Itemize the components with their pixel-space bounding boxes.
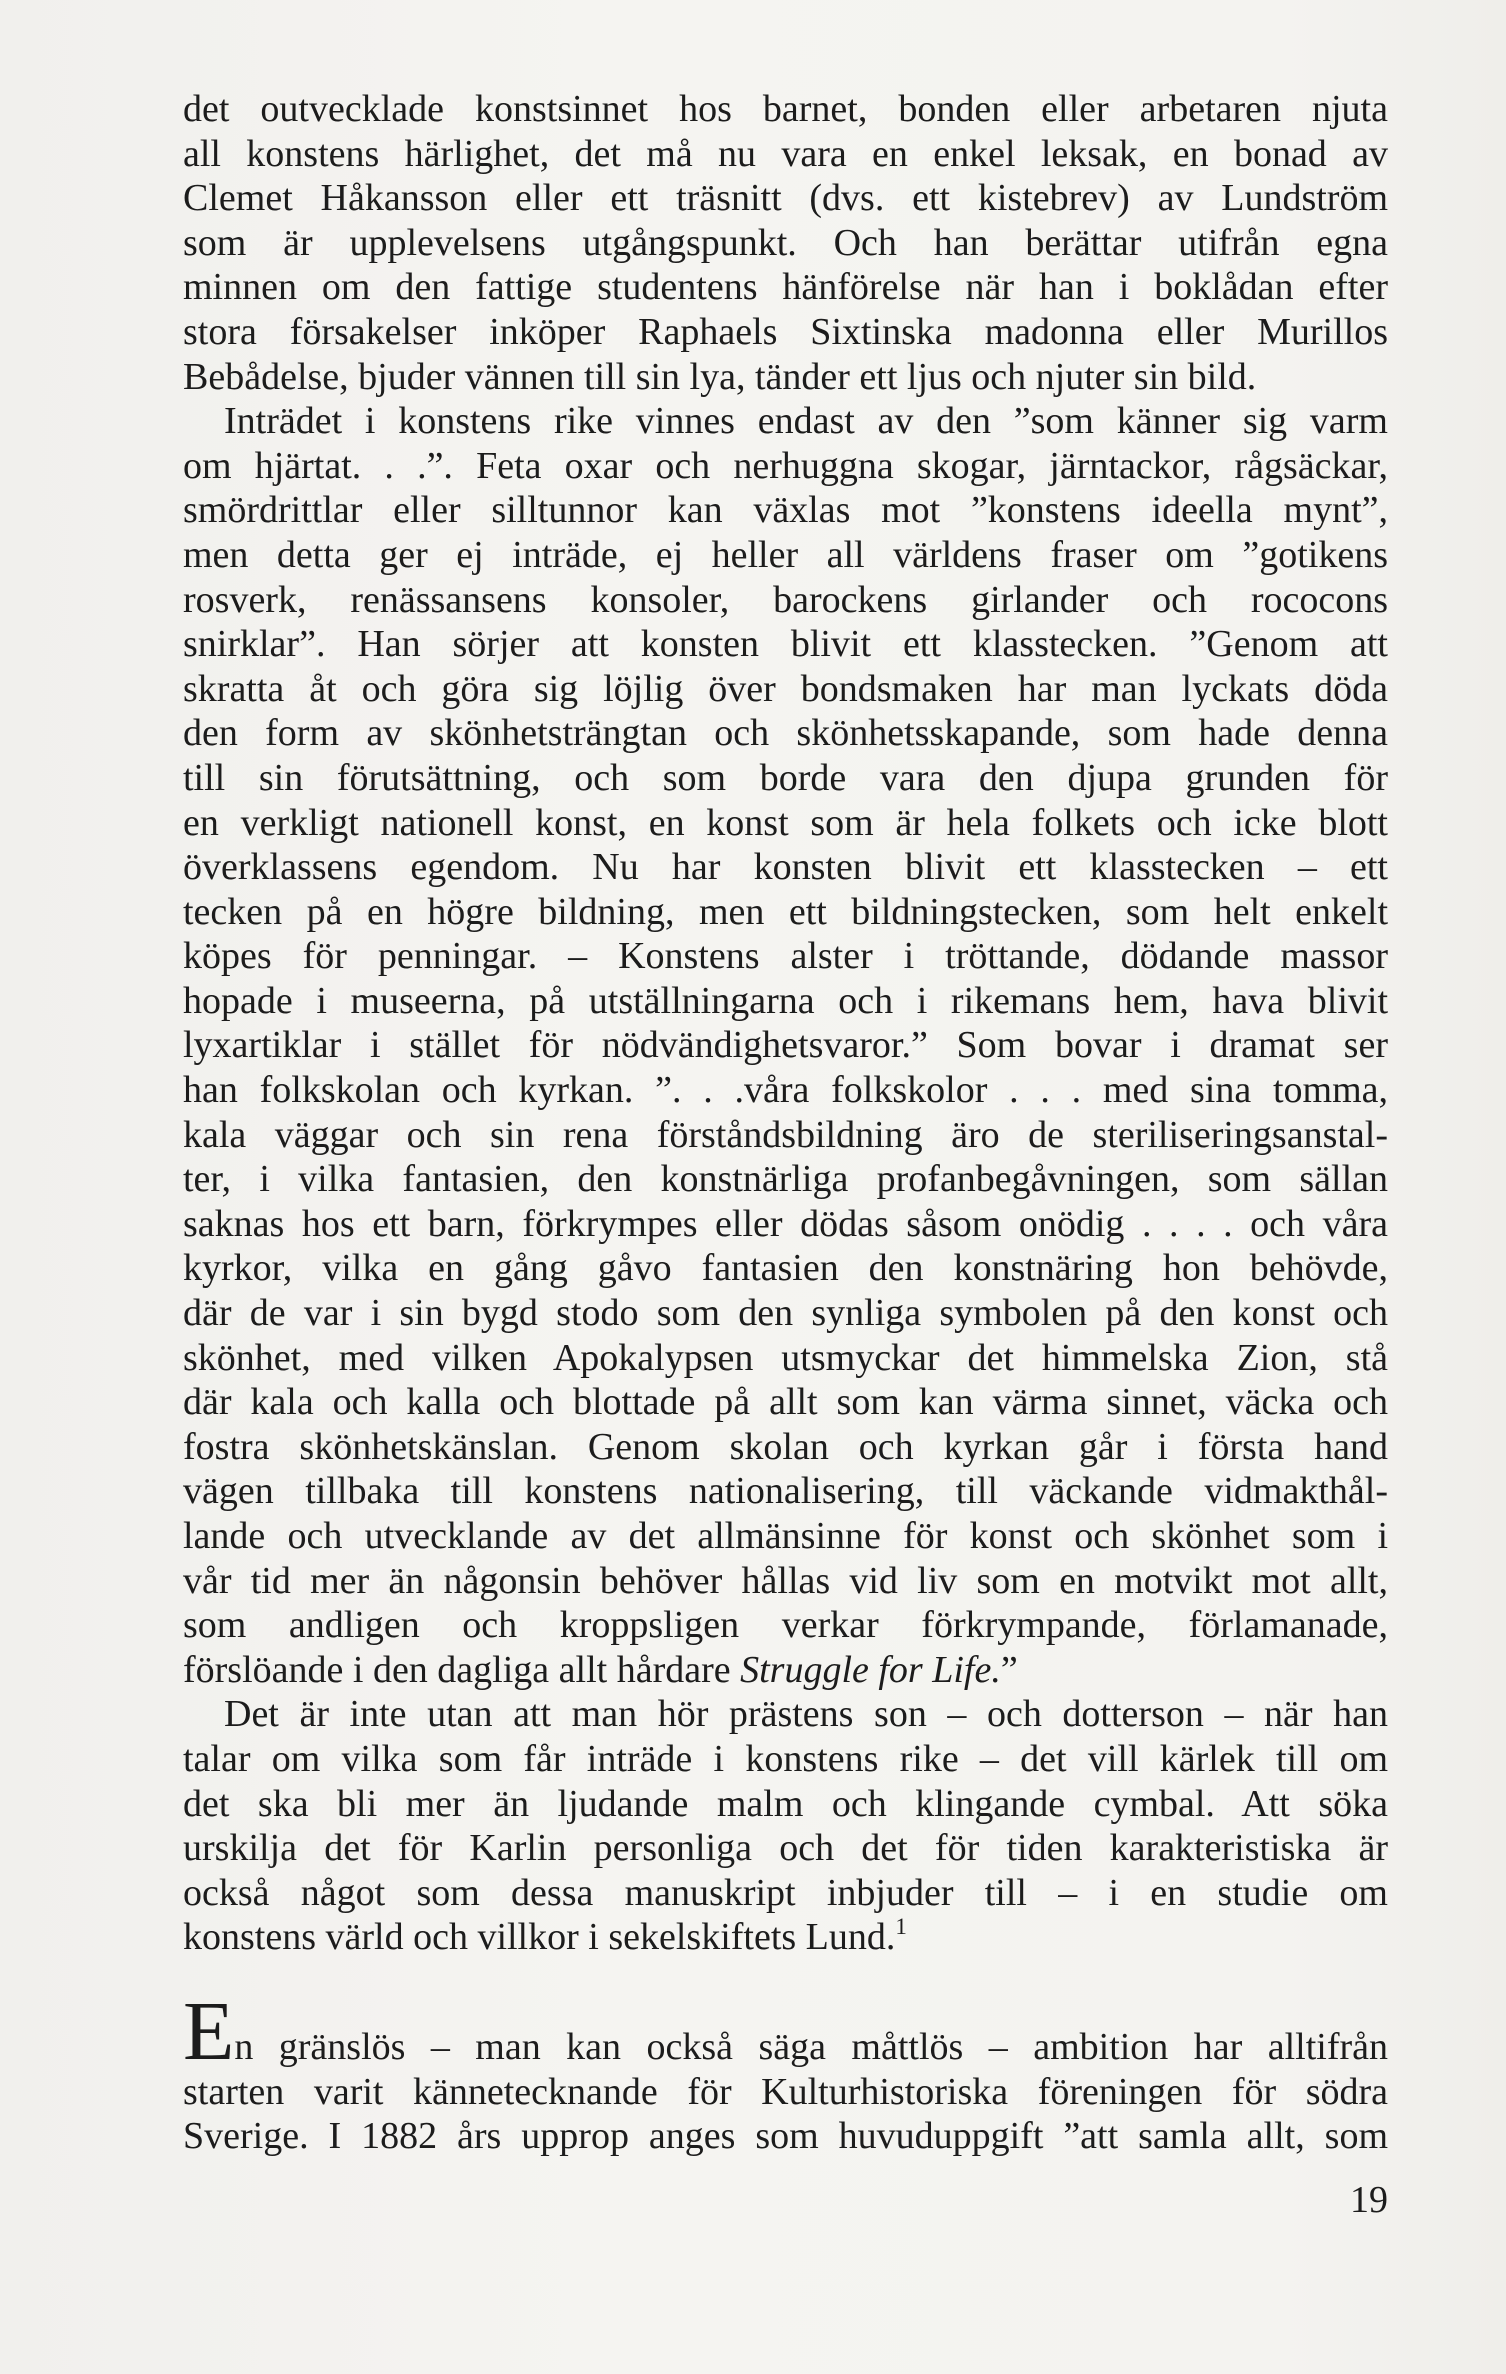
footnote-reference: 1 <box>895 1914 907 1940</box>
line-text: Det är inte utan att man hör prästens son – och dotterson – när han <box>224 1693 1388 1736</box>
line-text: lande och utvecklande av det allmänsinne för konst och skönhet som i <box>183 1515 1388 1557</box>
line-text: minnen om den fattige studentens hänförelse när han i boklådan efter <box>183 266 1388 309</box>
line-text: stora försakelser inköper Raphaels Sixtinska madonna eller Murillos <box>183 310 1388 353</box>
line-text: skratta åt och göra sig löjlig över bondsmaken har man lyckats döda <box>183 667 1388 710</box>
line-text: det ska bli mer än ljudande malm och klingande cymbal. Att söka <box>183 1782 1388 1825</box>
text-line <box>183 1202 1388 1247</box>
line-text: tecken på en högre bildning, men ett bildningstecken, som helt enkelt <box>183 890 1388 933</box>
line-text: en verkligt nationell konst, en konst som är hela folkets och icke blott <box>183 801 1388 844</box>
line-text: Sverige. I 1882 års upprop anges som huvuduppgift ”att samla allt, som <box>183 2115 1388 2158</box>
line-text: om hjärtat. . .”. Feta oxar och nerhuggna skogar, järntackor, rågsäckar, <box>183 444 1388 487</box>
line-text <box>183 1916 907 1958</box>
text-line <box>183 1559 1388 1604</box>
text-line <box>183 355 1388 400</box>
text-section <box>183 87 1388 1960</box>
line-text: kyrkor, vilka en gång gåvo fantasien den konstnäring hon behövde, <box>183 1247 1388 1290</box>
text-line <box>183 1336 1388 1381</box>
line-text: överklassens egendom. Nu har konsten blivit ett klasstecken – ett <box>183 846 1388 889</box>
line-text: Clemet Håkansson eller ett träsnitt (dvs. ett kistebrev) av Lundström <box>183 177 1388 220</box>
paragraph <box>183 1692 1388 1960</box>
line-text: lyxartiklar i stället för nödvändighetsvaror.” Som bovar i dramat ser <box>183 1024 1388 1067</box>
text-line <box>183 934 1388 979</box>
line-text: hopade i museerna, på utställningarna och i rikemans hem, hava blivit <box>183 979 1388 1022</box>
line-text: som är upplevelsens utgångspunkt. Och han berättar utifrån egna <box>183 221 1388 264</box>
line-text: urskilja det för Karlin personliga och det för tiden karakteristiska är <box>183 1827 1388 1870</box>
initial-letter: E <box>183 1984 235 2078</box>
text-section <box>183 1984 1388 2159</box>
text-line <box>183 176 1388 221</box>
text-line <box>183 1737 1388 1782</box>
line-text: talar om vilka som får inträde i konstens rike – det vill kärlek till om <box>183 1737 1388 1780</box>
text-line <box>183 622 1388 667</box>
text-line <box>183 711 1388 756</box>
text-line <box>183 87 1388 132</box>
line-text: kala väggar och sin rena förståndsbildning äro de steriliseringsanstal- <box>183 1113 1388 1156</box>
line-text: ter, i vilka fantasien, den konstnärliga profanbegåvningen, som sällan <box>183 1158 1388 1201</box>
text-line <box>183 1157 1388 1202</box>
line-text: Bebådelse, bjuder vännen till sin lya, tänder ett ljus och njuter sin bild. <box>183 355 1257 398</box>
text-line <box>183 1291 1388 1336</box>
text-line <box>183 221 1388 266</box>
line-text: vägen tillbaka till konstens nationalisering, till väckande vidmakthål- <box>183 1470 1388 1513</box>
line-text: där de var i sin bygd stodo som den synliga symbolen på den konst och <box>183 1292 1388 1335</box>
line-text: men detta ger ej inträde, ej heller all världens fraser om ”gotikens <box>183 533 1388 576</box>
text-line <box>183 1514 1388 1559</box>
text-line <box>183 801 1388 846</box>
paragraph <box>183 1984 1388 2159</box>
line-text: saknas hos ett barn, förkrympes eller dödas såsom onödig . . . . och våra <box>183 1202 1388 1245</box>
text-line <box>183 756 1388 801</box>
line-text: rosverk, renässansens konsoler, barockens girlander och rococons <box>183 578 1388 621</box>
text-line <box>183 1782 1388 1827</box>
line-text: till sin förutsättning, och som borde vara den djupa grunden för <box>183 756 1388 799</box>
text-run: konstens värld och villkor i sekelskiftets Lund. <box>183 1916 896 1959</box>
line-text: all konstens härlighet, det må nu vara en enkel leksak, en bonad av <box>183 132 1388 175</box>
page-number: 19 <box>1350 2179 1388 2221</box>
text-line <box>183 1380 1388 1425</box>
text-run: ” <box>1000 1648 1018 1691</box>
text-line <box>183 444 1388 489</box>
line-text: som andligen och kroppsligen verkar förkrympande, förlamanade, <box>183 1604 1388 1647</box>
text-line <box>183 533 1388 578</box>
text-line <box>183 1469 1388 1514</box>
text-line <box>183 890 1388 935</box>
text-line <box>183 1692 1388 1737</box>
text-line <box>183 1023 1388 1068</box>
text-line <box>183 1648 1388 1693</box>
text-line <box>183 310 1388 355</box>
text-line <box>183 488 1388 533</box>
text-line <box>183 1915 1388 1960</box>
line-text: det outvecklade konstsinnet hos barnet, bonden eller arbetaren njuta <box>183 88 1388 130</box>
text-line <box>183 1603 1388 1648</box>
text-line <box>183 1246 1388 1291</box>
text-line <box>183 2114 1388 2159</box>
text-line <box>183 265 1388 310</box>
line-text: snirklar”. Han sörjer att konsten blivit ett klasstecken. ”Genom att <box>183 623 1388 666</box>
line-text: han folkskolan och kyrkan. ”. . .våra folkskolor . . . med sina tomma, <box>183 1069 1388 1112</box>
text-line <box>183 1984 1388 2078</box>
line-text: vår tid mer än någonsin behöver hållas vid liv som en motvikt mot allt, <box>183 1559 1388 1602</box>
line-text: skönhet, med vilken Apokalypsen utsmyckar det himmelska Zion, stå <box>183 1336 1388 1379</box>
paragraph <box>183 87 1388 399</box>
text-line <box>183 132 1388 177</box>
line-text <box>183 1984 1388 2078</box>
line-text: fostra skönhetskänslan. Genom skolan och kyrkan går i första hand <box>183 1425 1388 1468</box>
text-line <box>183 1871 1388 1916</box>
line-text: där kala och kalla och blottade på allt som kan värma sinnet, väcka och <box>183 1381 1388 1424</box>
text-run: n gränslös – man kan också säga måttlös – ambition har alltifrån <box>234 2025 1388 2068</box>
text-line <box>183 979 1388 1024</box>
text-run: förslöande i den dagliga allt hårdare <box>183 1648 741 1691</box>
line-text <box>183 1649 1018 1691</box>
line-text: starten varit kännetecknande för Kulturhistoriska föreningen för södra <box>183 2070 1388 2113</box>
text-line <box>183 399 1388 444</box>
body-text <box>183 87 1388 2159</box>
paragraph <box>183 399 1388 1692</box>
line-text: smördrittlar eller silltunnor kan växlas mot ”konstens ideella mynt”, <box>183 489 1388 532</box>
text-line <box>183 578 1388 623</box>
text-line <box>183 1068 1388 1113</box>
text-line <box>183 1113 1388 1158</box>
italic-text: Struggle for Life. <box>740 1648 1001 1691</box>
text-line <box>183 845 1388 890</box>
line-text: köpes för penningar. – Konstens alster i tröttande, dödande massor <box>183 935 1388 978</box>
line-text: också något som dessa manuskript inbjuder till – i en studie om <box>183 1871 1388 1914</box>
text-line <box>183 667 1388 712</box>
text-line <box>183 2070 1388 2115</box>
line-text: Inträdet i konstens rike vinnes endast av den ”som känner sig varm <box>224 400 1388 443</box>
text-line <box>183 1826 1388 1871</box>
text-line <box>183 1425 1388 1470</box>
line-text: den form av skönhetsträngtan och skönhetsskapande, som hade denna <box>183 712 1388 755</box>
